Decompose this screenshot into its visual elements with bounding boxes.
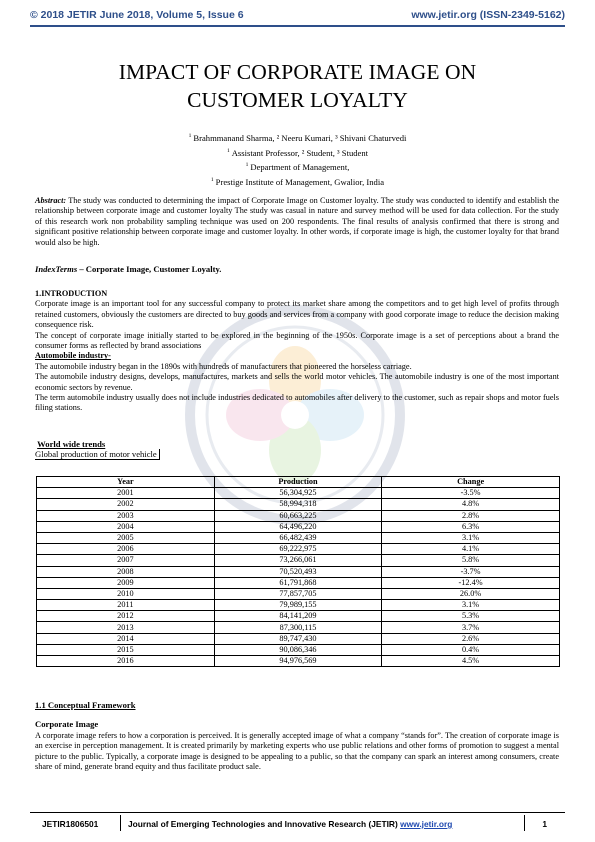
cell-year: 2005 (37, 532, 215, 543)
table-row (37, 566, 560, 577)
affiliation-mark: 1 (188, 133, 192, 139)
cell-year: 2007 (37, 555, 215, 566)
cell-change: 6.3% (382, 521, 560, 532)
table-row (37, 577, 560, 588)
author-department: Department of Management, (250, 162, 350, 173)
running-header (30, 9, 565, 23)
paper-title (40, 58, 555, 114)
cell-production: 69,222,975 (214, 544, 381, 555)
index-terms-label: IndexTerms (35, 264, 78, 274)
intro-paragraph: Corporate image is an important tool for any successful company to protect its market share among the competitors and to get high level of profits through retained customers, obviously the customers are directed to buy goods and services from a company with good corporate image to reduce the decision making consequence risk. (35, 299, 559, 330)
cell-change: 26.0% (382, 588, 560, 599)
cell-production: 87,300,115 (214, 622, 381, 633)
footer-journal (128, 819, 452, 829)
cell-production: 58,994,318 (214, 499, 381, 510)
world-trends-heading: World wide trends (37, 439, 106, 449)
cell-change: 5.8% (382, 555, 560, 566)
cell-year: 2003 (37, 510, 215, 521)
table-row (37, 633, 560, 644)
author-inst-line (40, 174, 555, 189)
column-header-year: Year (37, 477, 215, 488)
cell-production: 90,086,346 (214, 644, 381, 655)
cell-change: 5.3% (382, 611, 560, 622)
cell-production: 77,857,705 (214, 588, 381, 599)
cell-production: 70,520,493 (214, 566, 381, 577)
cell-year: 2015 (37, 644, 215, 655)
header-right: www.jetir.org (ISSN-2349-5162) (411, 9, 565, 21)
table-row (37, 510, 560, 521)
header-rule (30, 25, 565, 27)
intro-paragraph: The automobile industry began in the 1890s with hundreds of manufacturers that pioneered the horseless carriage. (35, 361, 412, 371)
table-row (37, 588, 560, 599)
affiliation-mark: 1 (245, 162, 249, 169)
automobile-industry-heading: Automobile industry- (35, 351, 111, 361)
cell-production: 89,747,430 (214, 633, 381, 644)
introduction-heading: 1.INTRODUCTION (35, 289, 108, 298)
cell-change: 3.7% (382, 622, 560, 633)
cell-change: 4.8% (382, 499, 560, 510)
cell-production: 94,976,569 (214, 656, 381, 667)
table-row (37, 611, 560, 622)
cell-year: 2014 (37, 633, 215, 644)
index-terms-text: – Corporate Image, Customer Loyalty. (77, 264, 222, 274)
production-table (36, 476, 560, 667)
footer-divider (120, 815, 121, 831)
table-row (37, 622, 560, 633)
footer-divider (524, 815, 525, 831)
table-row (37, 656, 560, 667)
author-dept-line (40, 159, 555, 174)
cell-change: -12.4% (382, 577, 560, 588)
intro-paragraph: The automobile industry designs, develops, manufactures, markets and sells the world motor vehicles. The automobile industry is one of the most important economic sectors by revenue. (35, 372, 559, 392)
author-names: Brahmmanand Sharma, ² Neeru Kumari, ³ Shivani Chaturvedi (193, 133, 407, 143)
cell-production: 79,989,155 (214, 600, 381, 611)
cell-production: 73,266,061 (214, 555, 381, 566)
cell-change: 4.5% (382, 656, 560, 667)
cell-change: 2.6% (382, 633, 560, 644)
affiliation-mark: 1 (226, 147, 230, 154)
author-block (40, 130, 555, 188)
conceptual-framework-heading: 1.1 Conceptual Framework (35, 700, 136, 710)
cell-year: 2008 (37, 566, 215, 577)
footer-paper-id: JETIR1806501 (42, 819, 99, 829)
author-institution: Prestige Institute of Management, Gwalior, India (215, 176, 385, 187)
cell-production: 56,304,925 (214, 488, 381, 499)
world-trends-caption: Global production of motor vehicle (35, 449, 160, 460)
introduction-section (35, 289, 559, 414)
cell-production: 60,663,225 (214, 510, 381, 521)
cell-change: 3.1% (382, 600, 560, 611)
cell-production: 66,482,439 (214, 532, 381, 543)
cell-change: 2.8% (382, 510, 560, 521)
column-header-change: Change (382, 477, 560, 488)
index-terms (35, 264, 221, 274)
table-row (37, 644, 560, 655)
cell-year: 2011 (37, 600, 215, 611)
cell-change: 4.1% (382, 544, 560, 555)
world-trends-section (35, 439, 160, 460)
column-header-production: Production (214, 477, 381, 488)
running-footer (30, 815, 565, 831)
affiliation-mark: 1 (210, 176, 214, 183)
abstract-label: Abstract: (35, 196, 67, 205)
cell-year: 2006 (37, 544, 215, 555)
cell-year: 2002 (37, 499, 215, 510)
table-row (37, 499, 560, 510)
table-row (37, 532, 560, 543)
intro-paragraph: The term automobile industry usually does not include industries dedicated to automobiles after delivery to the customer, such as repair shops and motor fuels filing stations. (35, 393, 559, 413)
table-row (37, 544, 560, 555)
header-left: © 2018 JETIR June 2018, Volume 5, Issue 6 (30, 9, 244, 21)
cell-change: -3.5% (382, 488, 560, 499)
title-line-1: IMPACT OF CORPORATE IMAGE ON (118, 60, 477, 84)
corporate-image-paragraph: A corporate image refers to how a corporation is perceived. It is generally accepted image of what a company “stands for”. The creation of corporate image is an exercise in perception management. It is created primarily by marketing experts who use public relations and other forms of promotion to suggest a mental picture to the public. Typically, a corporate image is designed to be appealing to a public, so that the company can spark an interest among consumers, create share of mind, generate brand equity and thus facilitate product sale. (35, 731, 559, 772)
footer-rule (30, 812, 565, 813)
intro-paragraph: The concept of corporate image initially started to be explored in the beginning of the 1950s. Corporate image is a set of perceptions about a brand the consumer forms as reflected by brand associations (35, 330, 559, 351)
title-line-2: CUSTOMER LOYALTY (187, 88, 408, 112)
cell-change: 0.4% (382, 644, 560, 655)
author-roles: Assistant Professor, ² Student, ³ Student (231, 147, 369, 158)
footer-journal-link[interactable]: www.jetir.org (400, 819, 453, 829)
cell-year: 2004 (37, 521, 215, 532)
table-row (37, 555, 560, 566)
cell-production: 84,141,209 (214, 611, 381, 622)
cell-year: 2001 (37, 488, 215, 499)
cell-year: 2016 (37, 656, 215, 667)
cell-year: 2010 (37, 588, 215, 599)
cell-year: 2009 (37, 577, 215, 588)
author-names-line (40, 130, 555, 145)
cell-production: 61,791,868 (214, 577, 381, 588)
abstract (35, 196, 559, 248)
table-row (37, 488, 560, 499)
footer-journal-name: Journal of Emerging Technologies and Innovative Research (JETIR) (128, 819, 401, 829)
author-roles-line (40, 145, 555, 160)
table-row (37, 600, 560, 611)
cell-change: -3.7% (382, 566, 560, 577)
cell-change: 3.1% (382, 532, 560, 543)
cell-production: 64,496,220 (214, 521, 381, 532)
corporate-image-heading: Corporate Image (35, 719, 99, 729)
cell-year: 2012 (37, 611, 215, 622)
cell-year: 2013 (37, 622, 215, 633)
table-header-row (37, 477, 560, 488)
page-number: 1 (542, 819, 547, 829)
table-row (37, 521, 560, 532)
abstract-text: The study was conducted to determining the impact of Corporate Image on Customer loyalty. The study was conducted to identify and establish the relationship between corporate image and customer loyalty The study was casual in nature and survey method will be used for data collection. For the study of this research work non probability sampling technique was used on 200 respondents. The final results of analysis confirmed that there is strong and significant positive relationship between corporate image and customer loyalty. In other words, if corporate image is high, the customer loyalty for that brand would also be high. (35, 196, 559, 247)
